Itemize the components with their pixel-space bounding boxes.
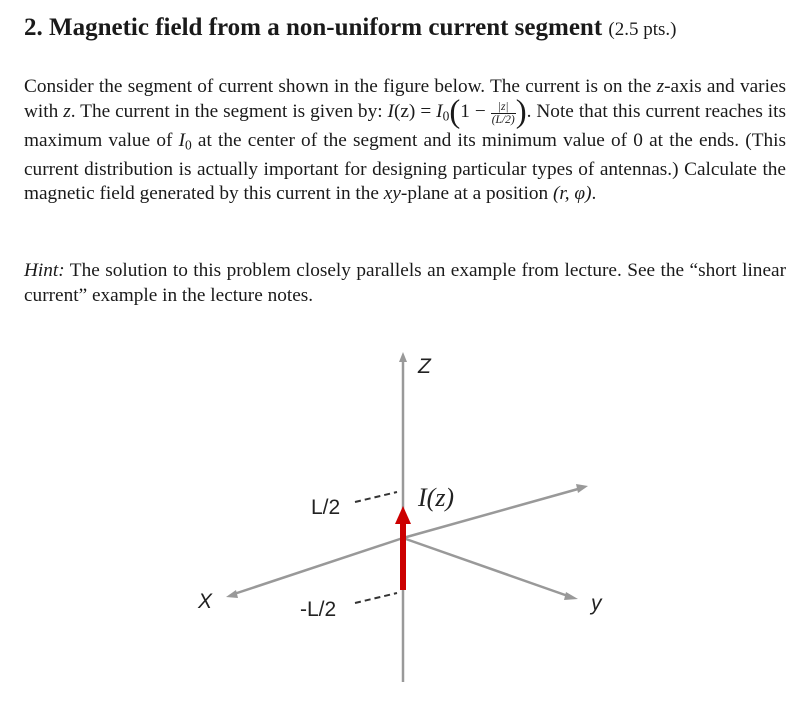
problem-points: (2.5 pts.) [608, 19, 677, 40]
hint-text: The solution to this problem closely parallels an example from lecture. See the “short linear current” example in the lecture notes. [24, 260, 786, 306]
hint-paragraph [24, 259, 786, 308]
current-arrowhead [395, 506, 411, 524]
hint-label: Hint: [24, 260, 65, 281]
top-dashed-marker [355, 492, 397, 502]
x-axis-label: X [198, 590, 213, 613]
problem-heading [24, 14, 794, 42]
diagonal-arrowhead [576, 484, 588, 493]
x-axis-arrowhead [226, 590, 238, 598]
problem-statement: Consider the segment of current shown in the figure below. The current is on the z-axis and varies with z. The current in the segment is given by: $I(z) = I_0(1$ − $\frac{|z|}{(L/2)}$ ). Note that this current reaches its maximum value of $I_0$ at the center of the segment and its minimum value of 0 at the ends. (This current distribution is actually important for designing particular types of antennas.) Calculate the magnetic field generated by this current in the xy-plane at a position (r, φ). [24, 76, 787, 205]
z-axis-arrowhead [399, 352, 407, 362]
bottom-segment-label: -L/2 [300, 598, 337, 621]
y-axis-label: y [591, 592, 602, 615]
y-axis-arrowhead [564, 592, 578, 600]
y-axis [403, 538, 568, 596]
z-axis-label: Z [418, 355, 431, 378]
problem-title: Magnetic field from a non-uniform current segment [49, 14, 603, 41]
problem-number: 2. [24, 14, 43, 41]
current-label: I(z) [418, 483, 455, 512]
equation-lhs: I [387, 100, 394, 122]
bottom-dashed-marker [355, 593, 397, 603]
top-segment-label: L/2 [311, 496, 341, 519]
current-segment-figure [0, 330, 811, 715]
equation-fraction: $\frac{|z|}{(L/2)}$ [491, 101, 515, 126]
x-axis [234, 538, 403, 594]
